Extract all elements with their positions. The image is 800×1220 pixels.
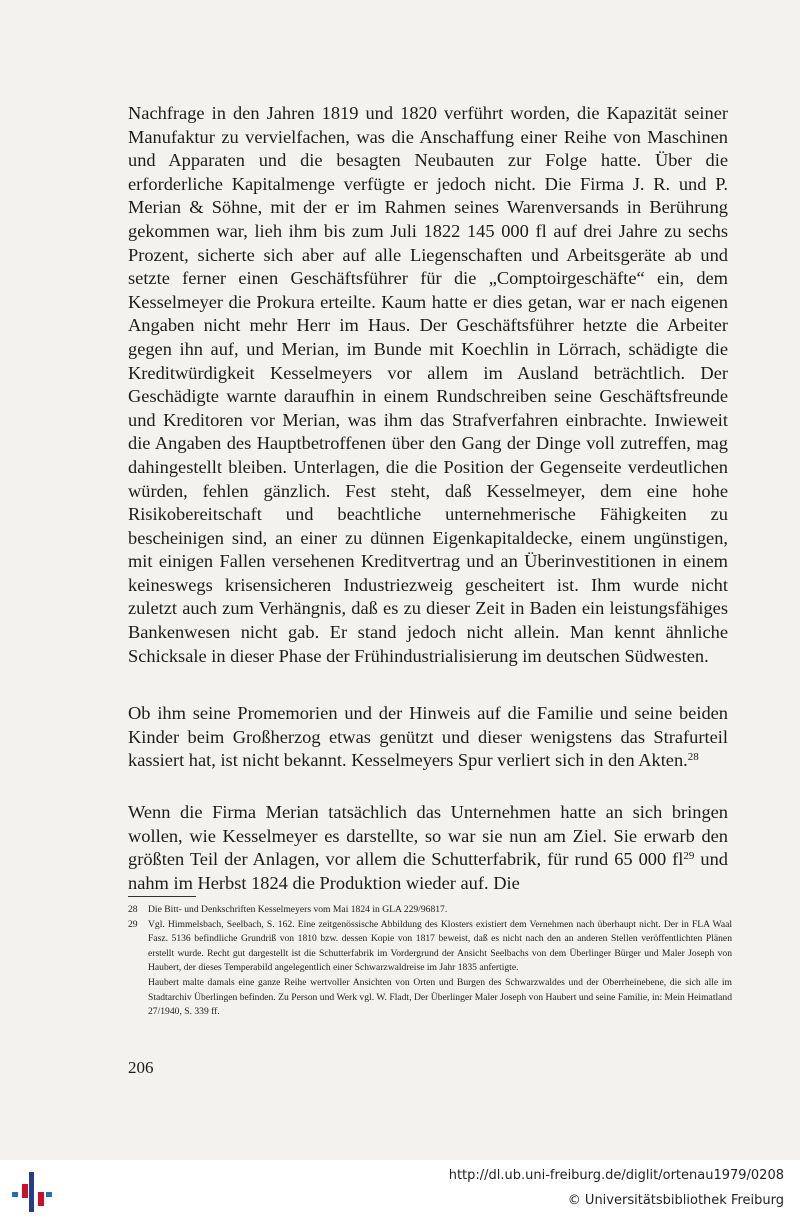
footnote-text: Haubert malte damals eine ganze Reihe wertvoller Ansichten von Orten und Burgen des Schwarzwaldes und der Oberrheinebene, die sich alle im Stadtarchiv Überlingen befinden. Zu Person und Werk vgl. W. Fladt, Der Überlinger Maler Joseph von Haubert und seine Familie, in: Mein Heimatland 27/1940, S. 339 ff. (148, 976, 732, 1018)
body-paragraph-2 (128, 702, 728, 773)
footnote-text: Die Bitt- und Denkschriften Kesselmeyers vom Mai 1824 in GLA 229/96817. (148, 904, 448, 915)
paragraph-text-main: Ob ihm seine Promemorien und der Hinweis auf die Familie und seine beiden Kinder beim Großherzog etwas genützt und dieser wenigstens das Strafurteil kassiert hat, ist nicht bekannt. Kesselmeyers Spur verliert sich in den Akten. (128, 703, 728, 771)
footnote-divider (128, 896, 196, 897)
page-number: 206 (128, 1058, 154, 1077)
footnote-29 (128, 918, 732, 976)
body-paragraph-1 (128, 102, 728, 668)
footnotes (128, 903, 732, 1020)
viewer-footer (0, 1160, 800, 1220)
footnote-text: Vgl. Himmelsbach, Seelbach, S. 162. Eine zeitgenössische Abbildung des Klosters existiert dem Vernehmen nach überhaupt nicht. Der in FLA Waal Fasz. 5136 befindliche Grundriß von 1810 bzw. dessen Kopie von 1817 beweist, daß es nicht nach den an anderen Stellen veröffentlichten Plänen erstellt wurde. Recht gut dargestellt ist die Schutterfabrik im Vordergrund der Ansicht Seelbachs von dem Überlinger Bürger und Maler Joseph von Haubert, der dieses Temperabild angelegentlich einer Schwarzwaldreise im Jahr 1835 anfertigte. (148, 918, 732, 974)
permalink-url[interactable]: http://dl.ub.uni-freiburg.de/diglit/ortenau1979/0208 (448, 1168, 784, 1183)
copyright-notice: © Universitätsbibliothek Freiburg (567, 1193, 784, 1208)
paragraph-text (128, 801, 728, 895)
footnote-29-continued (128, 976, 732, 1020)
ub-freiburg-logo-icon[interactable] (10, 1168, 52, 1214)
footnote-28 (128, 903, 732, 918)
footnote-ref-29[interactable]: 29 (683, 850, 695, 863)
paragraph-text-part-a: Wenn die Firma Merian tatsächlich das Unternehmen hatte an sich bringen wollen, wie Kesselmeyer es darstellte, so war sie nun am Ziel. Sie erwarb den größten Teil der Anlagen, vor allem die Schutterfabrik, für rund 65 000 fl (128, 802, 728, 870)
paragraph-text (128, 702, 728, 773)
paragraph-text: Nachfrage in den Jahren 1819 und 1820 verführt worden, die Kapazität seiner Manufaktur zu vervielfachen, was die Anschaffung einer Reihe von Maschinen und Apparaten und die besagten Neubauten zur Folge hatte. Über die erforderliche Kapitalmenge verfügte er jedoch nicht. Die Firma J. R. und P. Merian & Söhne, mit der er im Rahmen seines Warenversands in Berührung gekommen war, lieh ihm bis zum Juli 1822 145 000 fl auf drei Jahre zu sechs Prozent, sicherte sich aber auf alle Liegenschaften und Arbeitsgeräte ab und setzte ferner einen Geschäftsführer für die „Comptoirgeschäfte“ ein, dem Kesselmeyer die Prokura erteilte. Kaum hatte er dies getan, war er nach eigenen Angaben nicht mehr Herr im Haus. Der Geschäftsführer hetzte die Arbeiter gegen ihn auf, und Merian, im Bunde mit Koechlin in Lörrach, schädigte die Kreditwürdigkeit Kesselmeyers vor allem im Ausland beträchtlich. Der Geschädigte warnte daraufhin in einem Rundschreiben seine Geschäftsfreunde und Kreditoren vor Merian, was ihm das Strafverfahren einbrachte. Inwieweit die Angaben des Hauptbetroffenen über den Gang der Dinge voll zutreffen, mag dahingestellt bleiben. Unterlagen, die die Position der Gegenseite verdeutlichen würden, fehlen gänzlich. Fest steht, daß Kesselmeyer, dem eine hohe Risikobereitschaft und beachtliche unternehmerische Fähigkeiten zu bescheinigen sind, an einer zu dünnen Eigenkapitaldecke, einem ungünstigen, mit einigen Fallen versehenen Kreditvertrag und an Überinvestitionen in einem keineswegs krisensicheren Industriezweig gescheitert ist. Ihm wurde nicht zuletzt auch zum Verhängnis, daß es zu dieser Zeit in Baden ein leistungsfähiges Bankenwesen nicht gab. Er stand jedoch nicht allein. Man kennt ähnliche Schicksale in dieser Phase der Frühindustrialisierung im deutschen Südwesten. (128, 103, 728, 666)
footnote-ref-28[interactable]: 28 (687, 751, 699, 764)
body-paragraph-3 (128, 801, 728, 895)
footnote-number: 28 (128, 904, 138, 915)
footnote-number: 29 (128, 918, 138, 930)
paragraph-text-part-b: und nahm im Herbst 1824 die Produktion wieder auf. Die (128, 849, 728, 893)
